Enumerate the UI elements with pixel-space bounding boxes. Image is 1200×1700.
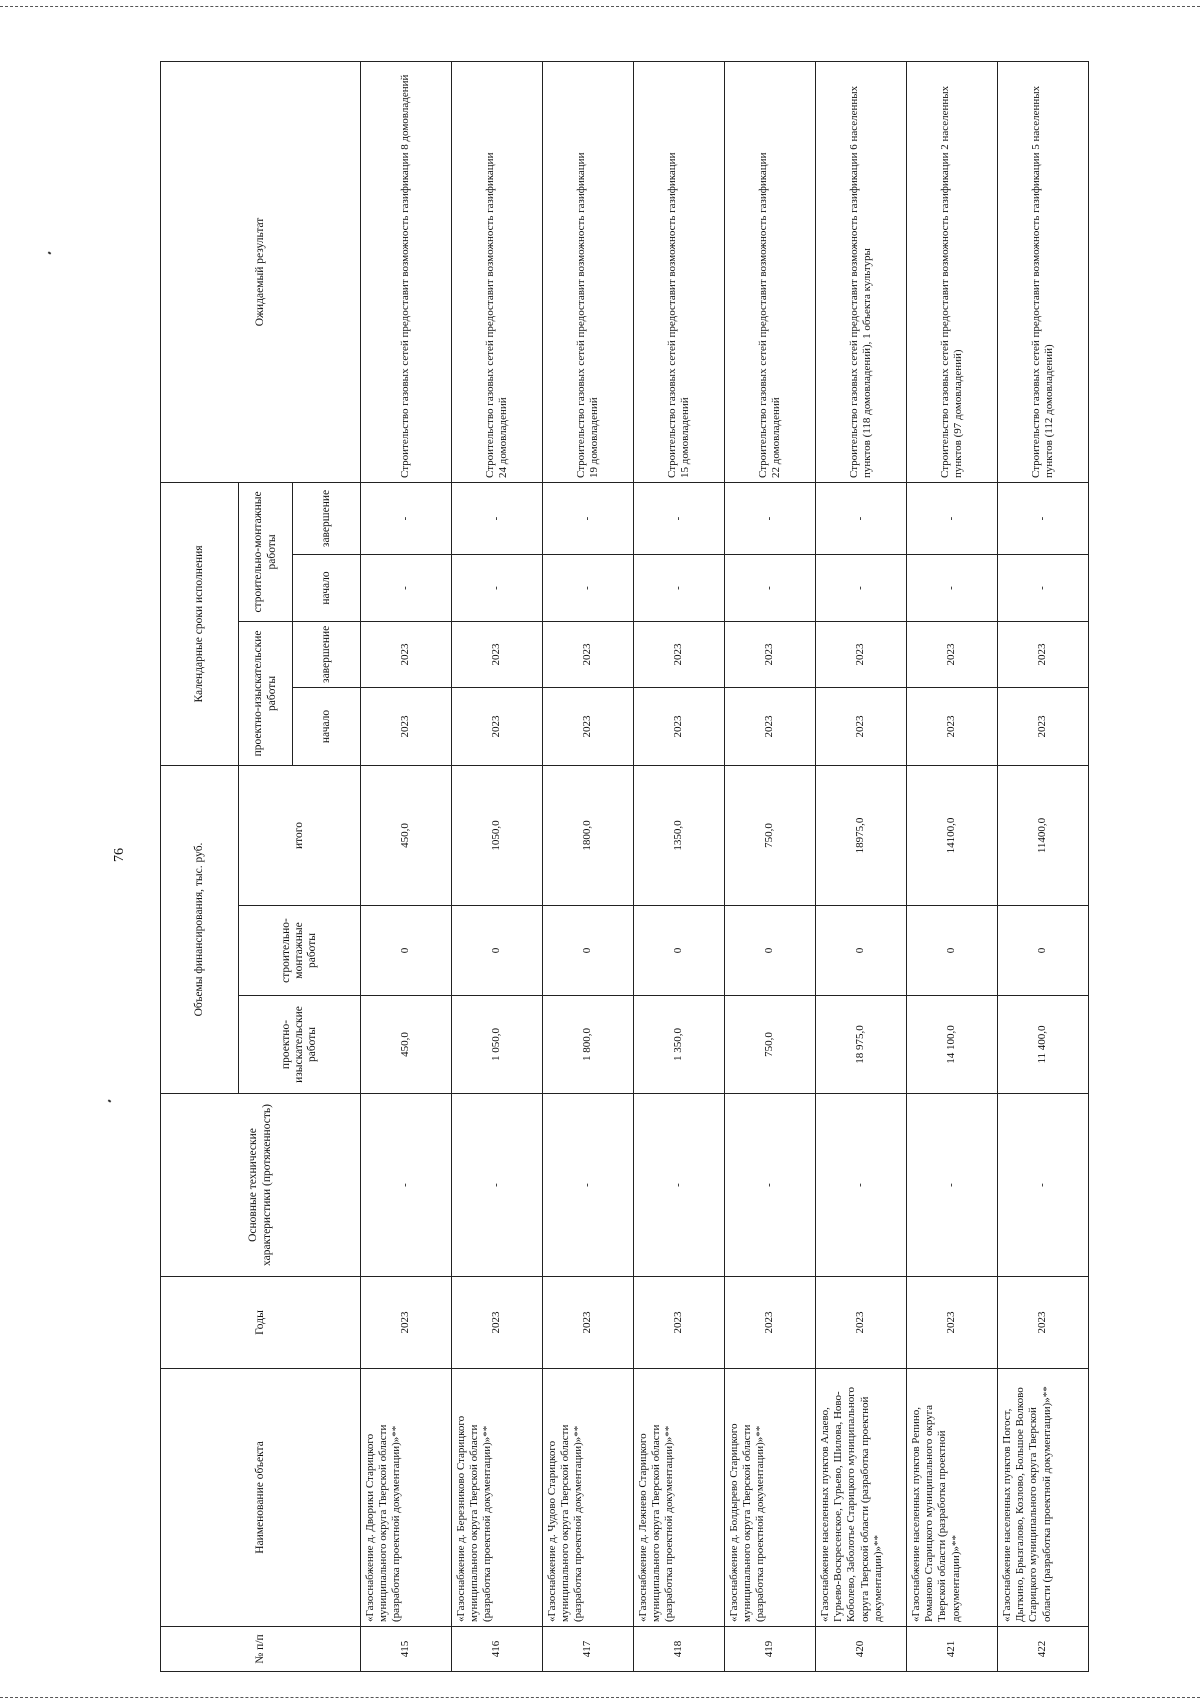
row-num: 421 <box>907 1627 998 1672</box>
row-construction-start: - <box>634 554 725 621</box>
row-finance-design: 1 350,0 <box>634 996 725 1094</box>
row-finance-total: 750,0 <box>725 765 816 905</box>
dates-construction-start-header: начало <box>293 554 361 621</box>
row-construction-end: - <box>634 482 725 554</box>
row-num: 417 <box>543 1627 634 1672</box>
row-finance-construction: 0 <box>816 906 907 996</box>
row-year: 2023 <box>816 1277 907 1369</box>
table-row <box>725 61 816 1671</box>
row-year: 2023 <box>452 1277 543 1369</box>
row-num: 420 <box>816 1627 907 1672</box>
row-finance-design: 14 100,0 <box>907 996 998 1094</box>
col-years-header: Годы <box>161 1277 361 1369</box>
row-year: 2023 <box>361 1277 452 1369</box>
row-finance-construction: 0 <box>543 906 634 996</box>
row-design-end: 2023 <box>907 621 998 687</box>
row-tech: - <box>725 1094 816 1277</box>
row-tech: - <box>634 1094 725 1277</box>
table-row <box>452 61 543 1671</box>
row-finance-design: 750,0 <box>725 996 816 1094</box>
row-design-end: 2023 <box>543 621 634 687</box>
row-num: 418 <box>634 1627 725 1672</box>
row-num: 415 <box>361 1627 452 1672</box>
row-finance-design: 11 400,0 <box>998 996 1089 1094</box>
row-object-name: «Газоснабжение населенных пунктов Погост, Дыткино, Брызгалово, Козлово, Большое Волково Старицкого муниципального округа Тверской области (разработка проектной документации)»** <box>998 1369 1089 1627</box>
row-finance-construction: 0 <box>634 906 725 996</box>
finance-construction-header: строительно-монтажные работы <box>239 906 361 996</box>
row-construction-end: - <box>361 482 452 554</box>
table-body <box>361 61 1089 1671</box>
row-finance-construction: 0 <box>452 906 543 996</box>
row-design-end: 2023 <box>816 621 907 687</box>
row-finance-total: 18975,0 <box>816 765 907 905</box>
objects-table <box>160 61 1089 1672</box>
row-object-name: «Газоснабжение д. Лежнево Старицкого муниципального округа Тверской области (разработка проектной документации)»** <box>634 1369 725 1627</box>
row-finance-construction: 0 <box>361 906 452 996</box>
table-row <box>634 61 725 1671</box>
row-design-start: 2023 <box>998 687 1089 765</box>
col-tech-header: Основные технические характеристики (протяженность) <box>161 1094 361 1277</box>
finance-design-header: проектно-изыскательские работы <box>239 996 361 1094</box>
row-design-start: 2023 <box>452 687 543 765</box>
row-construction-start: - <box>543 554 634 621</box>
row-object-name: «Газоснабжение д. Дворики Старицкого муниципального округа Тверской области (разработка проектной документации)»** <box>361 1369 452 1627</box>
col-num-header: № п/п <box>161 1627 361 1672</box>
row-design-end: 2023 <box>452 621 543 687</box>
row-expected-result: Строительство газовых сетей предоставит возможность газификации 22 домовладений <box>725 61 816 482</box>
row-num: 422 <box>998 1627 1089 1672</box>
row-object-name: «Газоснабжение населенных пунктов Алаево, Гурьево-Воскресенское, Гурьево, Шилова, Ново-Коболево, Заболотье Старицкого муниципального округа Тверской области (разработка проектной документации)»** <box>816 1369 907 1627</box>
table-row <box>361 61 452 1671</box>
row-finance-total: 14100,0 <box>907 765 998 905</box>
row-year: 2023 <box>998 1277 1089 1369</box>
row-finance-design: 1 800,0 <box>543 996 634 1094</box>
row-design-end: 2023 <box>361 621 452 687</box>
row-finance-construction: 0 <box>998 906 1089 996</box>
scan-speck <box>108 1099 112 1102</box>
row-expected-result: Строительство газовых сетей предоставит возможность газификации 19 домовладений <box>543 61 634 482</box>
row-expected-result: Строительство газовых сетей предоставит возможность газификации 15 домовладений <box>634 61 725 482</box>
row-tech: - <box>452 1094 543 1277</box>
row-construction-end: - <box>543 482 634 554</box>
table-row <box>998 61 1089 1671</box>
row-design-end: 2023 <box>634 621 725 687</box>
row-design-start: 2023 <box>361 687 452 765</box>
row-construction-start: - <box>725 554 816 621</box>
row-design-end: 2023 <box>998 621 1089 687</box>
row-year: 2023 <box>543 1277 634 1369</box>
row-tech: - <box>361 1094 452 1277</box>
row-design-start: 2023 <box>725 687 816 765</box>
row-finance-total: 1800,0 <box>543 765 634 905</box>
row-construction-end: - <box>907 482 998 554</box>
table-row <box>816 61 907 1671</box>
row-finance-design: 450,0 <box>361 996 452 1094</box>
row-expected-result: Строительство газовых сетей предоставит возможность газификации 6 населенных пунктов (118 домовладений), 1 объекта культуры <box>816 61 907 482</box>
row-num: 416 <box>452 1627 543 1672</box>
row-tech: - <box>998 1094 1089 1277</box>
row-finance-design: 18 975,0 <box>816 996 907 1094</box>
dates-design-end-header: завершение <box>293 621 361 687</box>
row-object-name: «Газоснабжение д. Чудово Старицкого муниципального округа Тверской области (разработка проектной документации)»** <box>543 1369 634 1627</box>
col-name-header: Наименование объекта <box>161 1369 361 1627</box>
row-design-start: 2023 <box>907 687 998 765</box>
dates-construction-header: строительно-монтажные работы <box>239 482 293 621</box>
row-expected-result: Строительство газовых сетей предоставит возможность газификации 8 домовладений <box>361 61 452 482</box>
rotated-table-sheet <box>160 62 1056 1672</box>
row-year: 2023 <box>725 1277 816 1369</box>
col-result-header: Ожидаемый результат <box>161 61 361 482</box>
row-finance-total: 450,0 <box>361 765 452 905</box>
scan-edge-bottom <box>0 1697 1200 1698</box>
page-number: 76 <box>112 848 127 862</box>
row-construction-end: - <box>725 482 816 554</box>
row-finance-total: 1050,0 <box>452 765 543 905</box>
row-construction-end: - <box>816 482 907 554</box>
row-design-end: 2023 <box>725 621 816 687</box>
dates-design-start-header: начало <box>293 687 361 765</box>
row-construction-start: - <box>452 554 543 621</box>
row-finance-construction: 0 <box>725 906 816 996</box>
row-object-name: «Газоснабжение населенных пунктов Репино, Романово Старицкого муниципального округа Тверской области (разработка проектной документации)»** <box>907 1369 998 1627</box>
row-construction-end: - <box>998 482 1089 554</box>
row-tech: - <box>543 1094 634 1277</box>
row-finance-construction: 0 <box>907 906 998 996</box>
row-finance-total: 1350,0 <box>634 765 725 905</box>
row-object-name: «Газоснабжение д. Березниково Старицкого муниципального округа Тверской области (разработка проектной документации)»** <box>452 1369 543 1627</box>
scan-edge-top <box>0 6 1200 7</box>
row-expected-result: Строительство газовых сетей предоставит возможность газификации 5 населенных пунктов (112 домовладений) <box>998 61 1089 482</box>
table-row <box>907 61 998 1671</box>
table-row <box>543 61 634 1671</box>
row-tech: - <box>816 1094 907 1277</box>
dates-construction-end-header: завершение <box>293 482 361 554</box>
dates-group-header: Календарные сроки исполнения <box>161 482 239 765</box>
row-construction-end: - <box>452 482 543 554</box>
row-object-name: «Газоснабжение д. Болдырево Старицкого муниципального округа Тверской области (разработка проектной документации)»** <box>725 1369 816 1627</box>
row-year: 2023 <box>907 1277 998 1369</box>
scan-speck <box>48 251 52 254</box>
row-design-start: 2023 <box>543 687 634 765</box>
row-design-start: 2023 <box>816 687 907 765</box>
finance-total-header: итого <box>239 765 361 905</box>
finance-group-header: Объемы финансирования, тыс. руб. <box>161 765 239 1093</box>
row-tech: - <box>907 1094 998 1277</box>
row-design-start: 2023 <box>634 687 725 765</box>
row-construction-start: - <box>907 554 998 621</box>
row-construction-start: - <box>998 554 1089 621</box>
row-construction-start: - <box>361 554 452 621</box>
row-construction-start: - <box>816 554 907 621</box>
row-expected-result: Строительство газовых сетей предоставит возможность газификации 24 домовладений <box>452 61 543 482</box>
row-num: 419 <box>725 1627 816 1672</box>
row-finance-design: 1 050,0 <box>452 996 543 1094</box>
row-finance-total: 11400,0 <box>998 765 1089 905</box>
row-year: 2023 <box>634 1277 725 1369</box>
row-expected-result: Строительство газовых сетей предоставит возможность газификации 2 населенных пунктов (97 домовладений) <box>907 61 998 482</box>
dates-design-header: проектно-изыскательские работы <box>239 621 293 765</box>
